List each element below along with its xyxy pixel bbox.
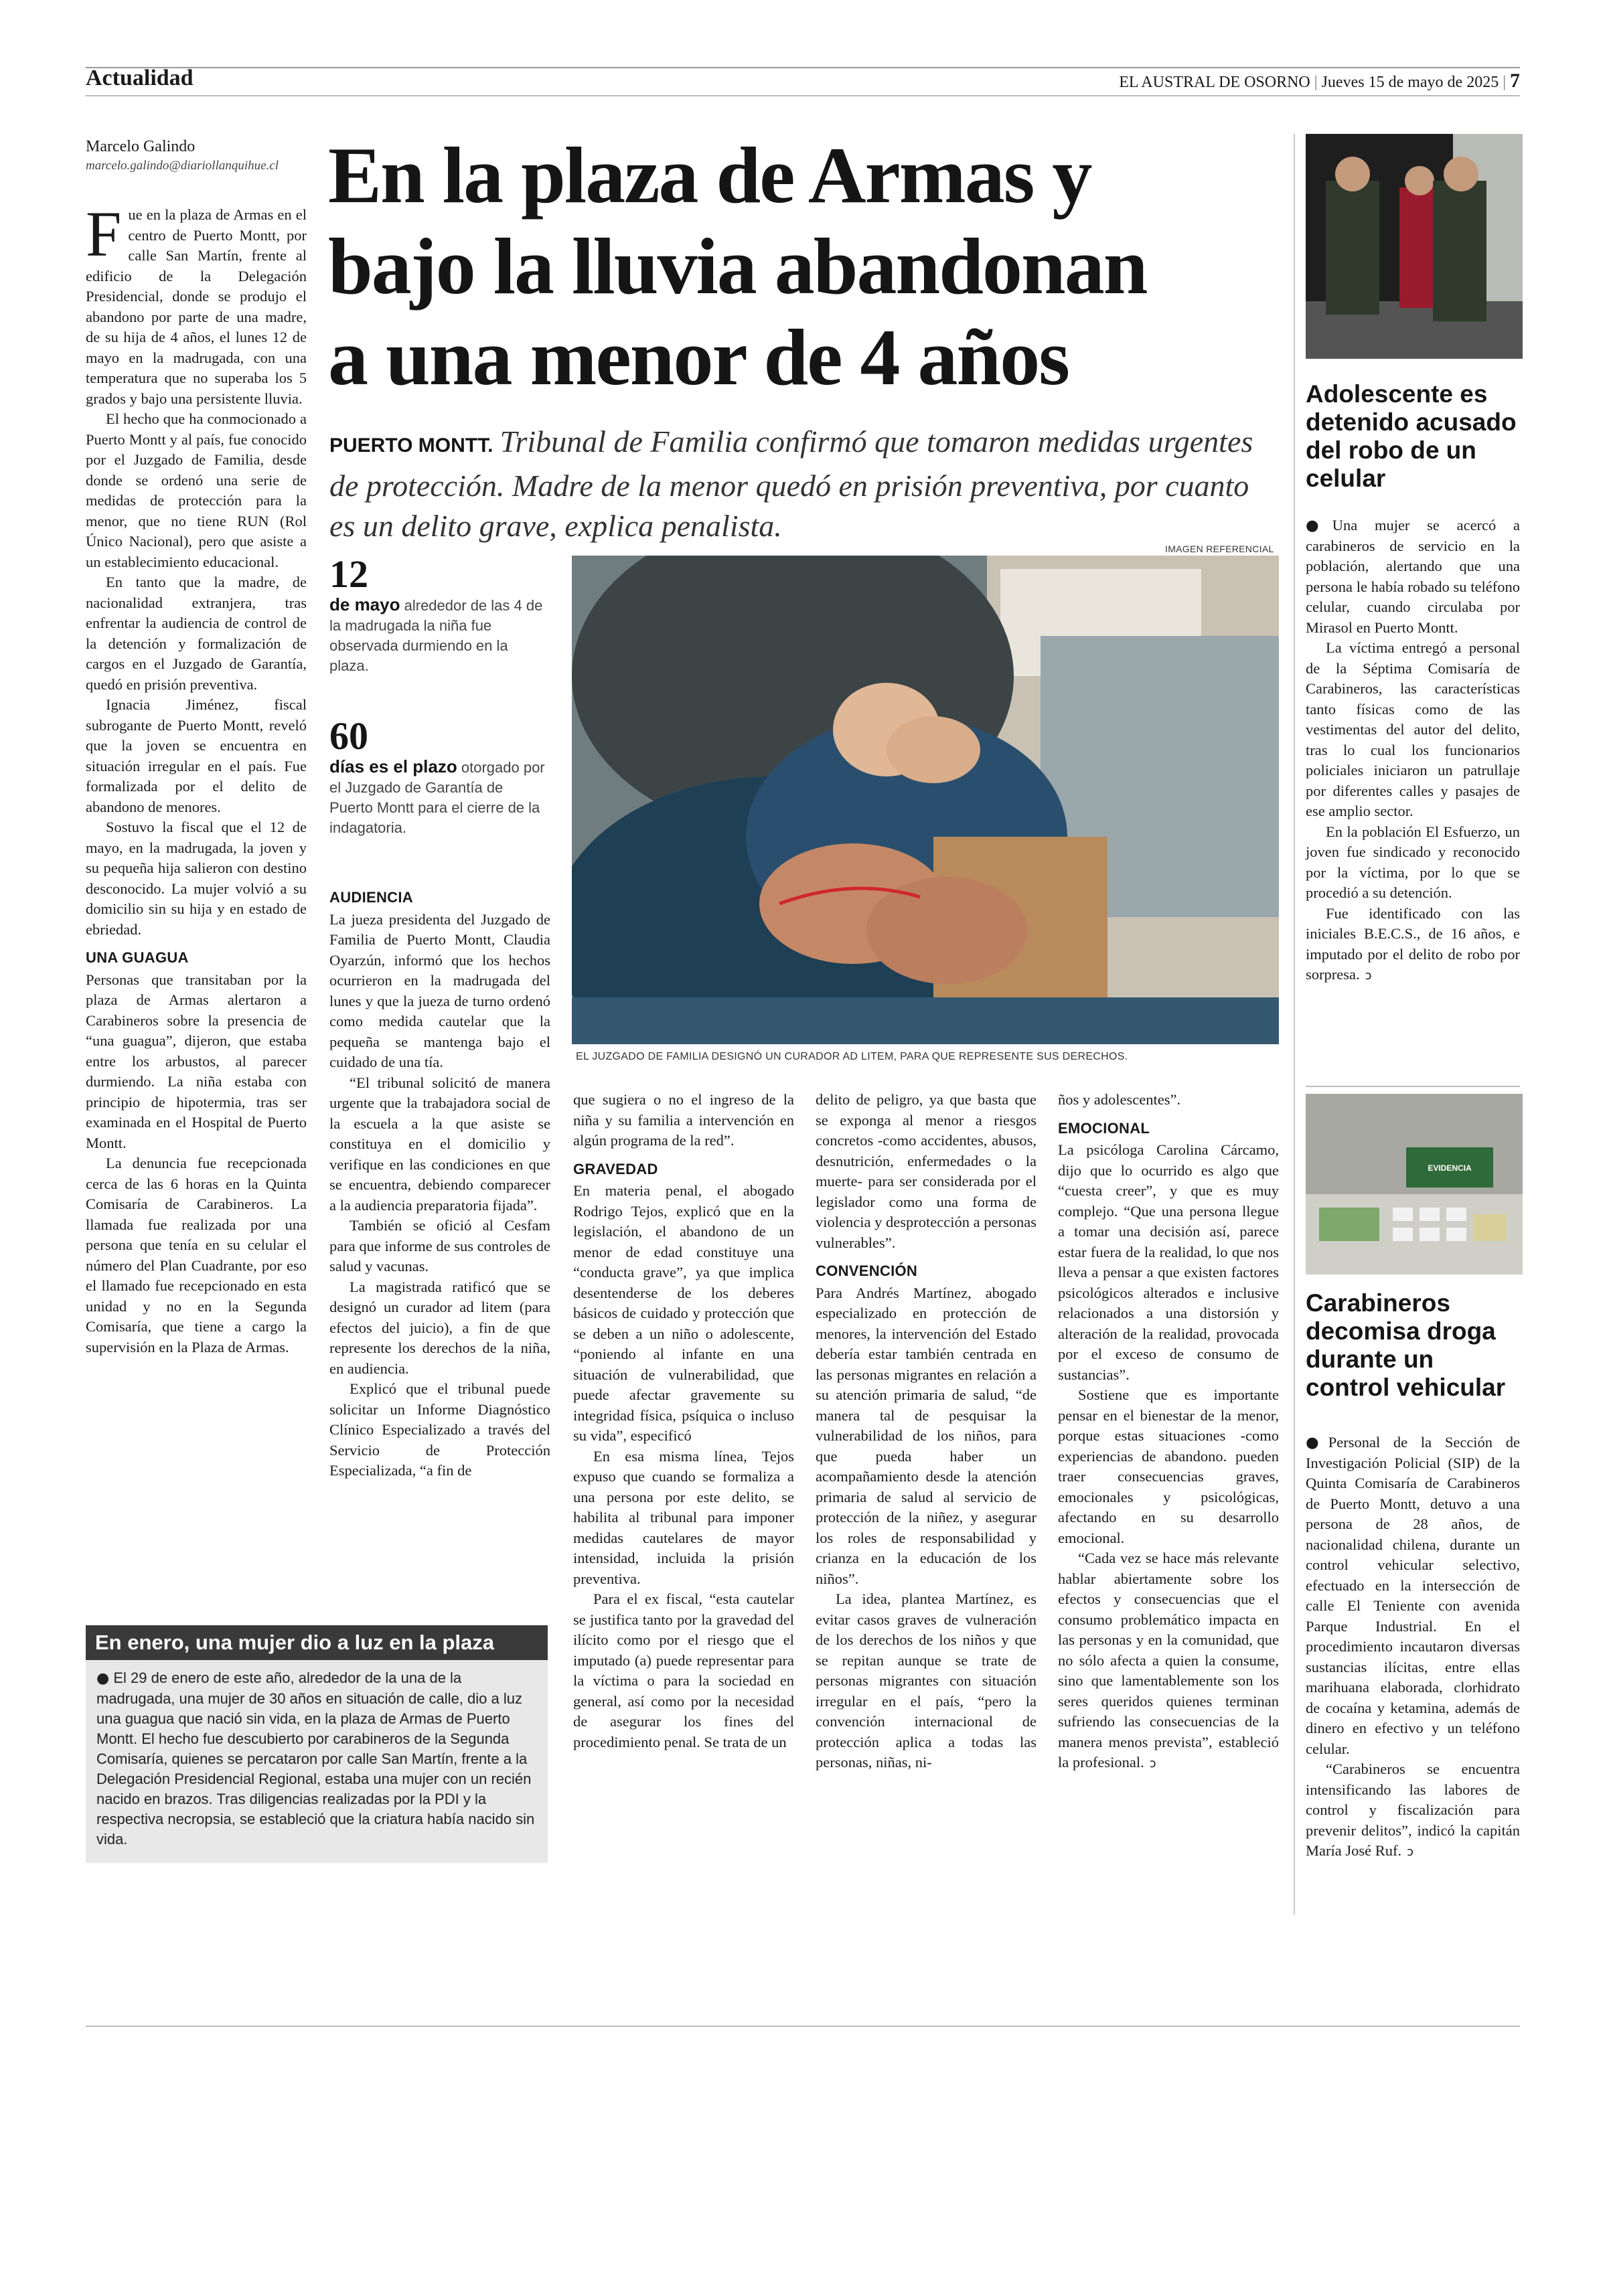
sidebar-box-title: En enero, una mujer dio a luz en la plaza bbox=[86, 1625, 548, 1660]
col2-paragraph-2: “El tribunal solicitó de manera urgente que la trabajadora social de la escuela a la que asiste se constituya en el domicilio y verifique en las condiciones en que se encuentra, debiendo comparecer a la audiencia preparatoria fijada”. bbox=[329, 1074, 550, 1214]
side1-paragraph-3: En la población El Esfuerzo, un joven fue sindicado y reconocido por la víctima, por lo que se procedió a su detención. bbox=[1306, 823, 1520, 901]
fact-1-number: 12 bbox=[329, 552, 368, 596]
fact-2-number: 60 bbox=[329, 714, 368, 758]
headline-line-3: a una menor de 4 años bbox=[328, 313, 1069, 402]
article-column-2 bbox=[329, 888, 550, 1481]
deck-dateline: PUERTO MONTT. bbox=[329, 434, 493, 457]
article-column-4 bbox=[816, 1090, 1037, 1773]
evidence-banner-label: EVIDENCIA bbox=[1428, 1163, 1472, 1173]
subhead-una-guagua: UNA GUAGUA bbox=[86, 949, 189, 966]
subhead-gravedad: GRAVEDAD bbox=[573, 1160, 658, 1177]
fact-box-1 bbox=[329, 554, 550, 676]
publication-name: EL AUSTRAL DE OSORNO bbox=[1119, 74, 1310, 91]
fact-2-text: otorgado por el Juzgado de Garantía de Puerto Montt para el cierre de la indagatoria. bbox=[329, 759, 545, 836]
side2-headline: Carabineros decomisa droga durante un control vehicular bbox=[1306, 1289, 1506, 1401]
col1-paragraph-5: Sostuvo la fiscal que el 12 de mayo, en la madrugada, la joven y su pequeña hija salieron con destino desconocido. La mujer volvió a su domicilio sin su hija y en estado de ebriedad. bbox=[86, 819, 307, 938]
col3-paragraph-1: que sugiera o no el ingreso de la niña y su familia a intervención en algún programa de la red”. bbox=[573, 1091, 794, 1149]
main-photo-illustration bbox=[572, 556, 1279, 1044]
publication-date: Jueves 15 de mayo de 2025 bbox=[1321, 74, 1499, 91]
side2-paragraph-2: “Carabineros se encuentra intensificando las labores de control y fiscalización para prevenir delitos”, indicó la capitán María José Ruf. ↄ bbox=[1306, 1760, 1520, 1859]
right-sidebar-divider bbox=[1294, 134, 1295, 1914]
side1-headline: Adolescente es detenido acusado del robo de un celular bbox=[1306, 380, 1517, 492]
author-email[interactable]: marcelo.galindo@diariollanquihue.cl bbox=[86, 159, 279, 173]
bullet-icon: ● bbox=[1306, 517, 1332, 534]
main-headline bbox=[328, 130, 1292, 403]
side1-photo bbox=[1306, 134, 1523, 359]
col2-paragraph-4: La magistrada ratificó que se designó un curador ad litem (para efectos del juicio), a fin de que represente los derechos de la niña, en audiencia. bbox=[329, 1278, 550, 1377]
header-underline bbox=[86, 95, 1520, 96]
col2-paragraph-1: La jueza presidenta del Juzgado de Familia de Puerto Montt, Claudia Oyarzún, informó que los hechos ocurrieron en la madrugada del lunes y que la jueza de turno ordenó como medida cautelar que la pequeña se mantenga bajo el cuidado de una tía. bbox=[329, 910, 550, 1070]
col1-paragraph-1: ue en la plaza de Armas en el centro de Puerto Montt, por calle San Martín, frente al edificio de la Delegación Presidencial, donde se produjo el abandono por parte de una madre, de su hija de 4 años, el lunes 12 de mayo en la madrugada, con una temperatura que no superaba los 5 grados y bajo una persistente lluvia. bbox=[86, 206, 307, 407]
col5-paragraph-2: La psicóloga Carolina Cárcamo, dijo que lo ocurrido es algo que “cuesta creer”, y que es muy complejo. “Que una persona llegue a tomar una decisión así, parece estar fuera de la realidad, lo que nos lleva a pensar a que existen factores psicológicos alterados e inclusive relacionados a una distorsión y alteración de la realidad, provocada por el exceso de consumo de sustancias”. bbox=[1058, 1141, 1279, 1383]
subhead-convencion: CONVENCIÓN bbox=[816, 1262, 918, 1279]
col3-paragraph-4: Para el ex fiscal, “esta cautelar se justifica tanto por la gravedad del ilícito como por el riesgo que el imputado (a) puede representar para la víctima o para la sociedad en general, así como por la necesidad de asegurar los fines del procedimiento penal. Se trata de un bbox=[573, 1590, 794, 1750]
col1-paragraph-6: Personas que transitaban por la plaza de Armas alertaron a Carabineros sobre la presencia de “una guagua”, dijeron, que estaba entre los arbustos, al parecer durmiendo. La niña estaba con principio de hipotermia, tras ser examinada en el Hospital de Puerto Montt. bbox=[86, 971, 307, 1151]
article-column-5 bbox=[1058, 1090, 1279, 1775]
col2-paragraph-3: También se ofició al Cesfam para que informe de sus controles de salud y vacunas. bbox=[329, 1217, 550, 1275]
col1-paragraph-7: La denuncia fue recepcionada cerca de las 6 horas en la Quinta Comisaría de Carabineros. La llamada fue realizada por una persona que tenía en su celular el número del Plan Cuadrante, por eso el llamado fue recepcionado en esta unidad y no en la Segunda Comisaría, que tiene a cargo la supervisión en la Plaza de Armas. bbox=[86, 1155, 307, 1356]
byline bbox=[86, 138, 279, 173]
page-number: 7 bbox=[1510, 70, 1520, 92]
deck bbox=[329, 422, 1280, 546]
side2-photo bbox=[1306, 1094, 1523, 1275]
subhead-audiencia: AUDIENCIA bbox=[329, 889, 413, 906]
top-rule bbox=[86, 67, 1520, 68]
side1-paragraph-1: Una mujer se acercó a carabineros de servicio en la población, alertando que una persona le había robado su teléfono celular, cuando circulaba por Mirasol en Puerto Montt. bbox=[1306, 517, 1520, 636]
col5-paragraph-3: Sostiene que es importante pensar en el bienestar de la menor, porque estas situaciones -como experiencias de abandono. pueden traer consecuencias graves, emocionales y psicológicas, afectando en su desarrollo emocional. bbox=[1058, 1386, 1279, 1546]
fact-2-lead: días es el plazo bbox=[329, 756, 457, 776]
end-mark-icon: ↄ bbox=[1407, 1845, 1413, 1859]
headline-line-2: bajo la lluvia abandonan bbox=[328, 222, 1147, 311]
deck-text: Tribunal de Familia confirmó que tomaron medidas urgentes de protección. Madre de la menor quedó en prisión preventiva, por cuanto es un delito grave, explica penalista. bbox=[329, 424, 1253, 543]
fact-1-text: alrededor de las 4 de la madrugada la niña fue observada durmiendo en la plaza. bbox=[329, 597, 543, 674]
col3-paragraph-3: En esa misma línea, Tejos expuso que cuando se formaliza a una persona por este delito, se habilita al tribunal para imponer medidas cautelares de mayor intensidad, incluida la prisión preventiva. bbox=[573, 1447, 794, 1587]
main-photo bbox=[572, 556, 1279, 1044]
headline-line-1: En la plaza de Armas y bbox=[328, 131, 1091, 220]
subhead-emocional: EMOCIONAL bbox=[1058, 1119, 1150, 1137]
sidebar-box bbox=[86, 1625, 548, 1863]
col1-paragraph-3: En tanto que la madre, de nacionalidad extranjera, tras enfrentar la audiencia de control de la detención y formalización de cargos en el Juzgado de Garantía, quedó en prisión preventiva. bbox=[86, 574, 307, 693]
side1-paragraph-4: Fue identificado con las iniciales B.E.C.S., de 16 años, e imputado por el delito de robo por sorpresa. ↄ bbox=[1306, 904, 1520, 983]
side1-photo-illustration bbox=[1306, 134, 1523, 359]
side-divider bbox=[1306, 1086, 1520, 1087]
col5-paragraph-4: “Cada vez se hace más relevante hablar abiertamente sobre los efectos y consecuencias que el consumo problemático impacta en las personas y en la comunidad, que no sólo afecta a quien la consume, sino que lamentablemente son los seres queridos quienes terminan sufriendo las consecuencias de la manera menos prevista”, estableció la profesional. ↄ bbox=[1058, 1550, 1279, 1771]
side1-body bbox=[1306, 515, 1520, 987]
col5-paragraph-1: ños y adolescentes”. bbox=[1058, 1091, 1181, 1108]
col4-paragraph-2: Para Andrés Martínez, abogado especializado en protección de menores, la intervención del Estado debería estar también centrada en las personas migrantes en relación a su atención primaria de salud, “de manera tal de pesquisar la vulnerabilidad de los niños, para que pueda haber un acompañamiento desde la atención primaria de salud al servicio de protección de la niñez, y asegurar los roles de responsabilidad y crianza en la educación de los niños”. bbox=[816, 1284, 1037, 1587]
section-label: Actualidad bbox=[86, 66, 194, 90]
col4-paragraph-1: delito de peligro, ya que basta que se exponga al menor a riesgos concretos -como accidentes, abusos, desnutrición, enfermedades o la muerte- para ser considerada por el legislador como una forma de violencia y desprotección a personas vulnerables”. bbox=[816, 1091, 1037, 1251]
bullet-icon: ● bbox=[96, 1670, 110, 1687]
fact-box-2 bbox=[329, 716, 550, 838]
page-folio: EL AUSTRAL DE OSORNO | Jueves 15 de mayo de 2025 | 7 bbox=[1119, 70, 1520, 92]
side1-paragraph-2: La víctima entregó a personal de la Séptima Comisaría de Carabineros, las características tanto físicas como de las vestimentas del autor del delito, tras lo cual los funcionarios policiales iniciaron un patrullaje por diferentes calles y pasajes de ese amplio sector. bbox=[1306, 639, 1520, 819]
col4-paragraph-3: La idea, plantea Martínez, es evitar casos graves de vulneración de los derechos de los niños y que se repitan aunque se trate de personas migrantes con situación irregular en el país, “pero la convención internacional de protección aplica a todas las personas, niñas, ni- bbox=[816, 1590, 1037, 1771]
article-column-3 bbox=[573, 1090, 794, 1752]
sidebar-box-text: El 29 de enero de este año, alrededor de la una de la madrugada, una mujer de 30 años en situación de calle, dio a luz una guagua que nació sin vida, en la plaza de Armas de Puerto Montt. El hecho fue descubierto por carabineros de la Segunda Comisaría, quienes se percataron por calle San Martín, frente a la Delegación Presidencial Regional, estaba una mujer con un recién nacido en brazos. Tras diligencias realizadas por la PDI y la respectiva necropsia, se estableció que la criatura había nacido sin vida. bbox=[96, 1669, 535, 1848]
col1-paragraph-2: El hecho que ha conmocionado a Puerto Montt y al país, fue conocido por el Juzgado de Familia, desde donde se ordenó una serie de medidas de protección para la menor, que no tiene RUN (Rol Único Nacional), pero que asiste a un establecimiento educacional. bbox=[86, 410, 307, 570]
bullet-icon: ● bbox=[1306, 1434, 1328, 1451]
article-column-1 bbox=[86, 198, 307, 1358]
photo-caption: EL JUZGADO DE FAMILIA DESIGNÓ UN CURADOR AD LITEM, PARA QUE REPRESENTE SUS DERECHOS. bbox=[576, 1051, 1128, 1062]
photo-credit: IMAGEN REFERENCIAL bbox=[1165, 544, 1274, 554]
bottom-rule bbox=[86, 2026, 1520, 2027]
fact-1-lead: de mayo bbox=[329, 594, 400, 614]
author-name: Marcelo Galindo bbox=[86, 138, 196, 155]
col1-paragraph-4: Ignacia Jiménez, fiscal subrogante de Puerto Montt, reveló que la joven se encuentra en situación irregular en el país. Fue formalizada por el delito de abandono de menores. bbox=[86, 696, 307, 815]
side2-paragraph-1: Personal de la Sección de Investigación Policial (SIP) de la Quinta Comisaría de Carabineros de Puerto Montt, detuvo a una persona de 28 años, de nacionalidad chilena, durante un control vehicular selectivo, efectuado en la intersección de calle El Teniente con avenida Parque Industrial. En el procedimiento incautaron diversas sustancias ilícitas, entre ellas marihuana elaborada, clorhidrato de cocaína y ketamina, además de dinero en efectivo y un teléfono celular. bbox=[1306, 1434, 1521, 1757]
col2-paragraph-5: Explicó que el tribunal puede solicitar un Informe Diagnóstico Clínico Especializado a través del Servicio de Protección Especializada, “a fin de bbox=[329, 1380, 550, 1479]
drop-cap: F bbox=[86, 198, 122, 270]
side2-body bbox=[1306, 1432, 1520, 1863]
end-mark-icon: ↄ bbox=[1149, 1756, 1156, 1771]
end-mark-icon: ↄ bbox=[1365, 969, 1372, 983]
side2-photo-illustration bbox=[1306, 1094, 1523, 1275]
sidebar-box-body bbox=[86, 1660, 548, 1863]
col3-paragraph-2: En materia penal, el abogado Rodrigo Tejos, explicó que en la legislación, el abandono de un menor de edad constituye una “conducta grave”, ya que implica desentenderse de los deberes básicos de cuidado y protección que se deben a un niño o adolescente, “poniendo al infante en una situación de vulnerabilidad, que puede afectar gravemente su integridad física, psíquica o incluso su vida”, especificó bbox=[573, 1182, 794, 1444]
